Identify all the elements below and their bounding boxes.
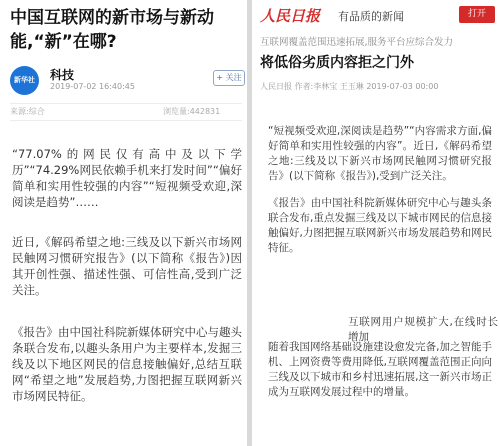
article-byline: 人民日报 作者:李林宝 王玉琳 2019-07-03 00:00	[260, 82, 439, 91]
article-title: 中国互联网的新市场与新动能,“新”在哪?	[10, 8, 214, 52]
article-paragraph: “77.07%的网民仅有高中及以下学历”“74.29%网民依赖手机来打发时间”“偏好简单和实用性较强的内容”“短视频受欢迎,深阅读是趋势”……	[12, 147, 242, 209]
article-paragraph: 近日,《解码希望之地:三线及以下新兴市场网民触网习惯研究报告》(以下简称《报告》)因其开创性强、描述性强、可信性高,受到广泛关注。	[12, 235, 242, 297]
people-daily-logo: 人民日报	[260, 7, 321, 25]
section-heading: 互联网用户规模扩大,在线时长增加	[348, 316, 498, 343]
article-paragraph: 随着我国网络基础设施建设愈发完备,加之智能手机、上网资费等费用降低,互联网覆盖范围正向向三线及以下城市和乡村迅速拓展,这一新兴市场正成为互联网发展过程中的增量。	[268, 341, 492, 398]
app-header	[252, 0, 500, 30]
xinhua-logo-icon: 新华社	[10, 66, 39, 95]
divider	[10, 103, 242, 104]
article-paragraph: 《报告》由中国社科院新媒体研究中心与趣头条联合发布,以趣头条用户为主要样本,发掘三线及以下地区网民的信息接触偏好,总结互联网“希望之地”发展趋势,力图把握互联网新兴市场网民特征。	[12, 325, 242, 403]
article-paragraph: “短视频受欢迎,深阅读是趋势”“内容需求方面,偏好简单和实用性较强的内容”。近日,《解码希望之地:三线及以下新兴市场网民触网习惯研究报告》(以下简称《报告》),受到广泛关注。	[268, 125, 492, 182]
right-article-panel	[252, 0, 500, 446]
article-subtitle: 互联网覆盖范围迅速拓展,服务平台应综合发力	[260, 37, 454, 48]
article-paragraph: 《报告》由中国社科院新媒体研究中心与趣头条联合发布,重点发掘三线及以下城市网民的信息接触偏好,力图把握互联网新兴市场发展趋势和网民特征。	[268, 197, 492, 254]
channel-name[interactable]: 科技	[50, 68, 75, 82]
publish-date: 2019-07-02 16:40:45	[50, 82, 135, 91]
left-article-panel	[0, 0, 247, 446]
article-source: 来源:综合	[10, 107, 45, 116]
open-app-button[interactable]: 打开	[459, 6, 495, 23]
article-title: 将低俗劣质内容拒之门外	[260, 55, 414, 71]
brand-slogan: 有品质的新闻	[338, 10, 404, 23]
view-count: 浏览量:442831	[163, 107, 221, 116]
follow-button[interactable]: + 关注	[213, 70, 245, 86]
divider	[10, 120, 242, 121]
